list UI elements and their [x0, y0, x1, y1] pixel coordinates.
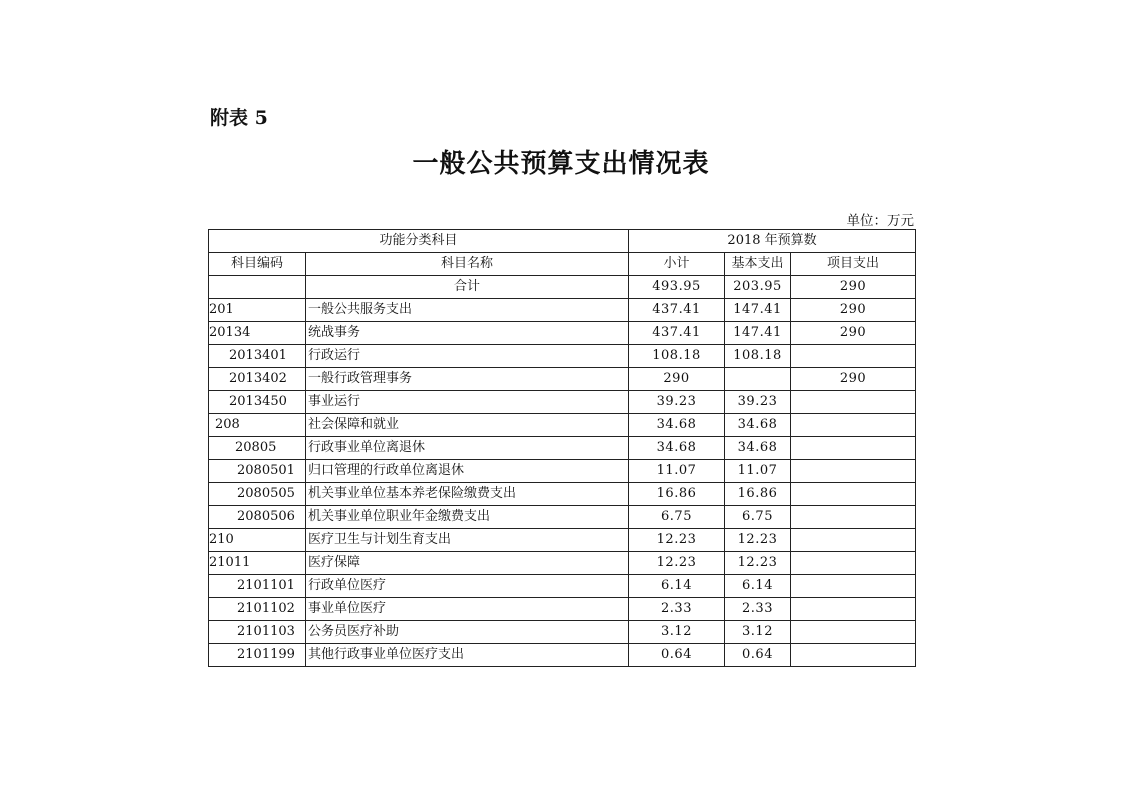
row-basic: 34.68	[725, 414, 791, 437]
table-row	[209, 322, 916, 345]
attachment-label: 附表 5	[210, 107, 268, 129]
row-basic: 39.23	[725, 391, 791, 414]
row-name: 公务员医疗补助	[306, 621, 629, 644]
header-name: 科目名称	[306, 253, 629, 276]
row-code: 2101199	[209, 644, 306, 667]
total-subtotal: 493.95	[629, 276, 725, 299]
budget-table	[208, 229, 916, 667]
row-project	[791, 345, 916, 368]
row-name: 社会保障和就业	[306, 414, 629, 437]
header-code: 科目编码	[209, 253, 306, 276]
row-project	[791, 506, 916, 529]
row-subtotal: 34.68	[629, 437, 725, 460]
header-project: 项目支出	[791, 253, 916, 276]
row-subtotal: 0.64	[629, 644, 725, 667]
row-basic: 0.64	[725, 644, 791, 667]
row-code: 2101102	[209, 598, 306, 621]
row-code: 2080506	[209, 506, 306, 529]
row-code: 2080501	[209, 460, 306, 483]
table-row	[209, 414, 916, 437]
row-basic	[725, 368, 791, 391]
row-code: 2013401	[209, 345, 306, 368]
unit-label: 单位：万元	[846, 213, 914, 229]
table-row	[209, 483, 916, 506]
header-functional-category: 功能分类科目	[209, 230, 629, 253]
table-row	[209, 460, 916, 483]
row-basic: 108.18	[725, 345, 791, 368]
row-code: 2101101	[209, 575, 306, 598]
table-row	[209, 621, 916, 644]
total-label: 合计	[306, 276, 629, 299]
row-basic: 12.23	[725, 552, 791, 575]
row-subtotal: 290	[629, 368, 725, 391]
table-row	[209, 644, 916, 667]
header-column-row	[209, 253, 916, 276]
row-name: 行政运行	[306, 345, 629, 368]
table-row	[209, 437, 916, 460]
row-subtotal: 437.41	[629, 322, 725, 345]
row-project: 290	[791, 368, 916, 391]
total-basic: 203.95	[725, 276, 791, 299]
row-subtotal: 16.86	[629, 483, 725, 506]
table-row	[209, 506, 916, 529]
row-code: 210	[209, 529, 306, 552]
row-code: 2013450	[209, 391, 306, 414]
row-basic: 6.75	[725, 506, 791, 529]
row-basic: 6.14	[725, 575, 791, 598]
header-subtotal: 小计	[629, 253, 725, 276]
table-row	[209, 345, 916, 368]
row-subtotal: 34.68	[629, 414, 725, 437]
header-basic: 基本支出	[725, 253, 791, 276]
total-row	[209, 276, 916, 299]
total-code-cell	[209, 276, 306, 299]
row-project	[791, 529, 916, 552]
table-row	[209, 552, 916, 575]
row-name: 事业单位医疗	[306, 598, 629, 621]
row-subtotal: 6.75	[629, 506, 725, 529]
row-subtotal: 6.14	[629, 575, 725, 598]
row-project	[791, 644, 916, 667]
row-subtotal: 12.23	[629, 529, 725, 552]
row-code: 20134	[209, 322, 306, 345]
row-basic: 147.41	[725, 322, 791, 345]
row-basic: 11.07	[725, 460, 791, 483]
table-row	[209, 598, 916, 621]
row-subtotal: 3.12	[629, 621, 725, 644]
row-project	[791, 460, 916, 483]
row-basic: 34.68	[725, 437, 791, 460]
row-name: 行政事业单位离退休	[306, 437, 629, 460]
row-project	[791, 437, 916, 460]
table-row	[209, 575, 916, 598]
row-code: 2080505	[209, 483, 306, 506]
row-name: 机关事业单位基本养老保险缴费支出	[306, 483, 629, 506]
row-code: 21011	[209, 552, 306, 575]
row-project	[791, 552, 916, 575]
row-name: 医疗保障	[306, 552, 629, 575]
row-basic: 3.12	[725, 621, 791, 644]
row-basic: 2.33	[725, 598, 791, 621]
row-basic: 16.86	[725, 483, 791, 506]
row-code: 201	[209, 299, 306, 322]
row-subtotal: 39.23	[629, 391, 725, 414]
row-code: 20805	[209, 437, 306, 460]
row-name: 统战事务	[306, 322, 629, 345]
row-basic: 12.23	[725, 529, 791, 552]
row-code: 2101103	[209, 621, 306, 644]
row-code: 208	[209, 414, 306, 437]
row-subtotal: 108.18	[629, 345, 725, 368]
row-name: 一般行政管理事务	[306, 368, 629, 391]
row-project: 290	[791, 299, 916, 322]
table-row	[209, 391, 916, 414]
row-name: 一般公共服务支出	[306, 299, 629, 322]
row-subtotal: 2.33	[629, 598, 725, 621]
row-name: 行政单位医疗	[306, 575, 629, 598]
row-project: 290	[791, 322, 916, 345]
row-project	[791, 621, 916, 644]
row-subtotal: 11.07	[629, 460, 725, 483]
row-code: 2013402	[209, 368, 306, 391]
document-title: 一般公共预算支出情况表	[412, 149, 710, 179]
row-project	[791, 483, 916, 506]
row-subtotal: 12.23	[629, 552, 725, 575]
row-name: 医疗卫生与计划生育支出	[306, 529, 629, 552]
row-project	[791, 575, 916, 598]
row-project	[791, 414, 916, 437]
total-project: 290	[791, 276, 916, 299]
row-project	[791, 598, 916, 621]
row-basic: 147.41	[725, 299, 791, 322]
header-budget-year: 2018 年预算数	[629, 230, 916, 253]
row-name: 其他行政事业单位医疗支出	[306, 644, 629, 667]
table-row	[209, 368, 916, 391]
table-row	[209, 529, 916, 552]
row-subtotal: 437.41	[629, 299, 725, 322]
table-row	[209, 299, 916, 322]
header-group-row	[209, 230, 916, 253]
row-project	[791, 391, 916, 414]
row-name: 归口管理的行政单位离退休	[306, 460, 629, 483]
row-name: 机关事业单位职业年金缴费支出	[306, 506, 629, 529]
row-name: 事业运行	[306, 391, 629, 414]
